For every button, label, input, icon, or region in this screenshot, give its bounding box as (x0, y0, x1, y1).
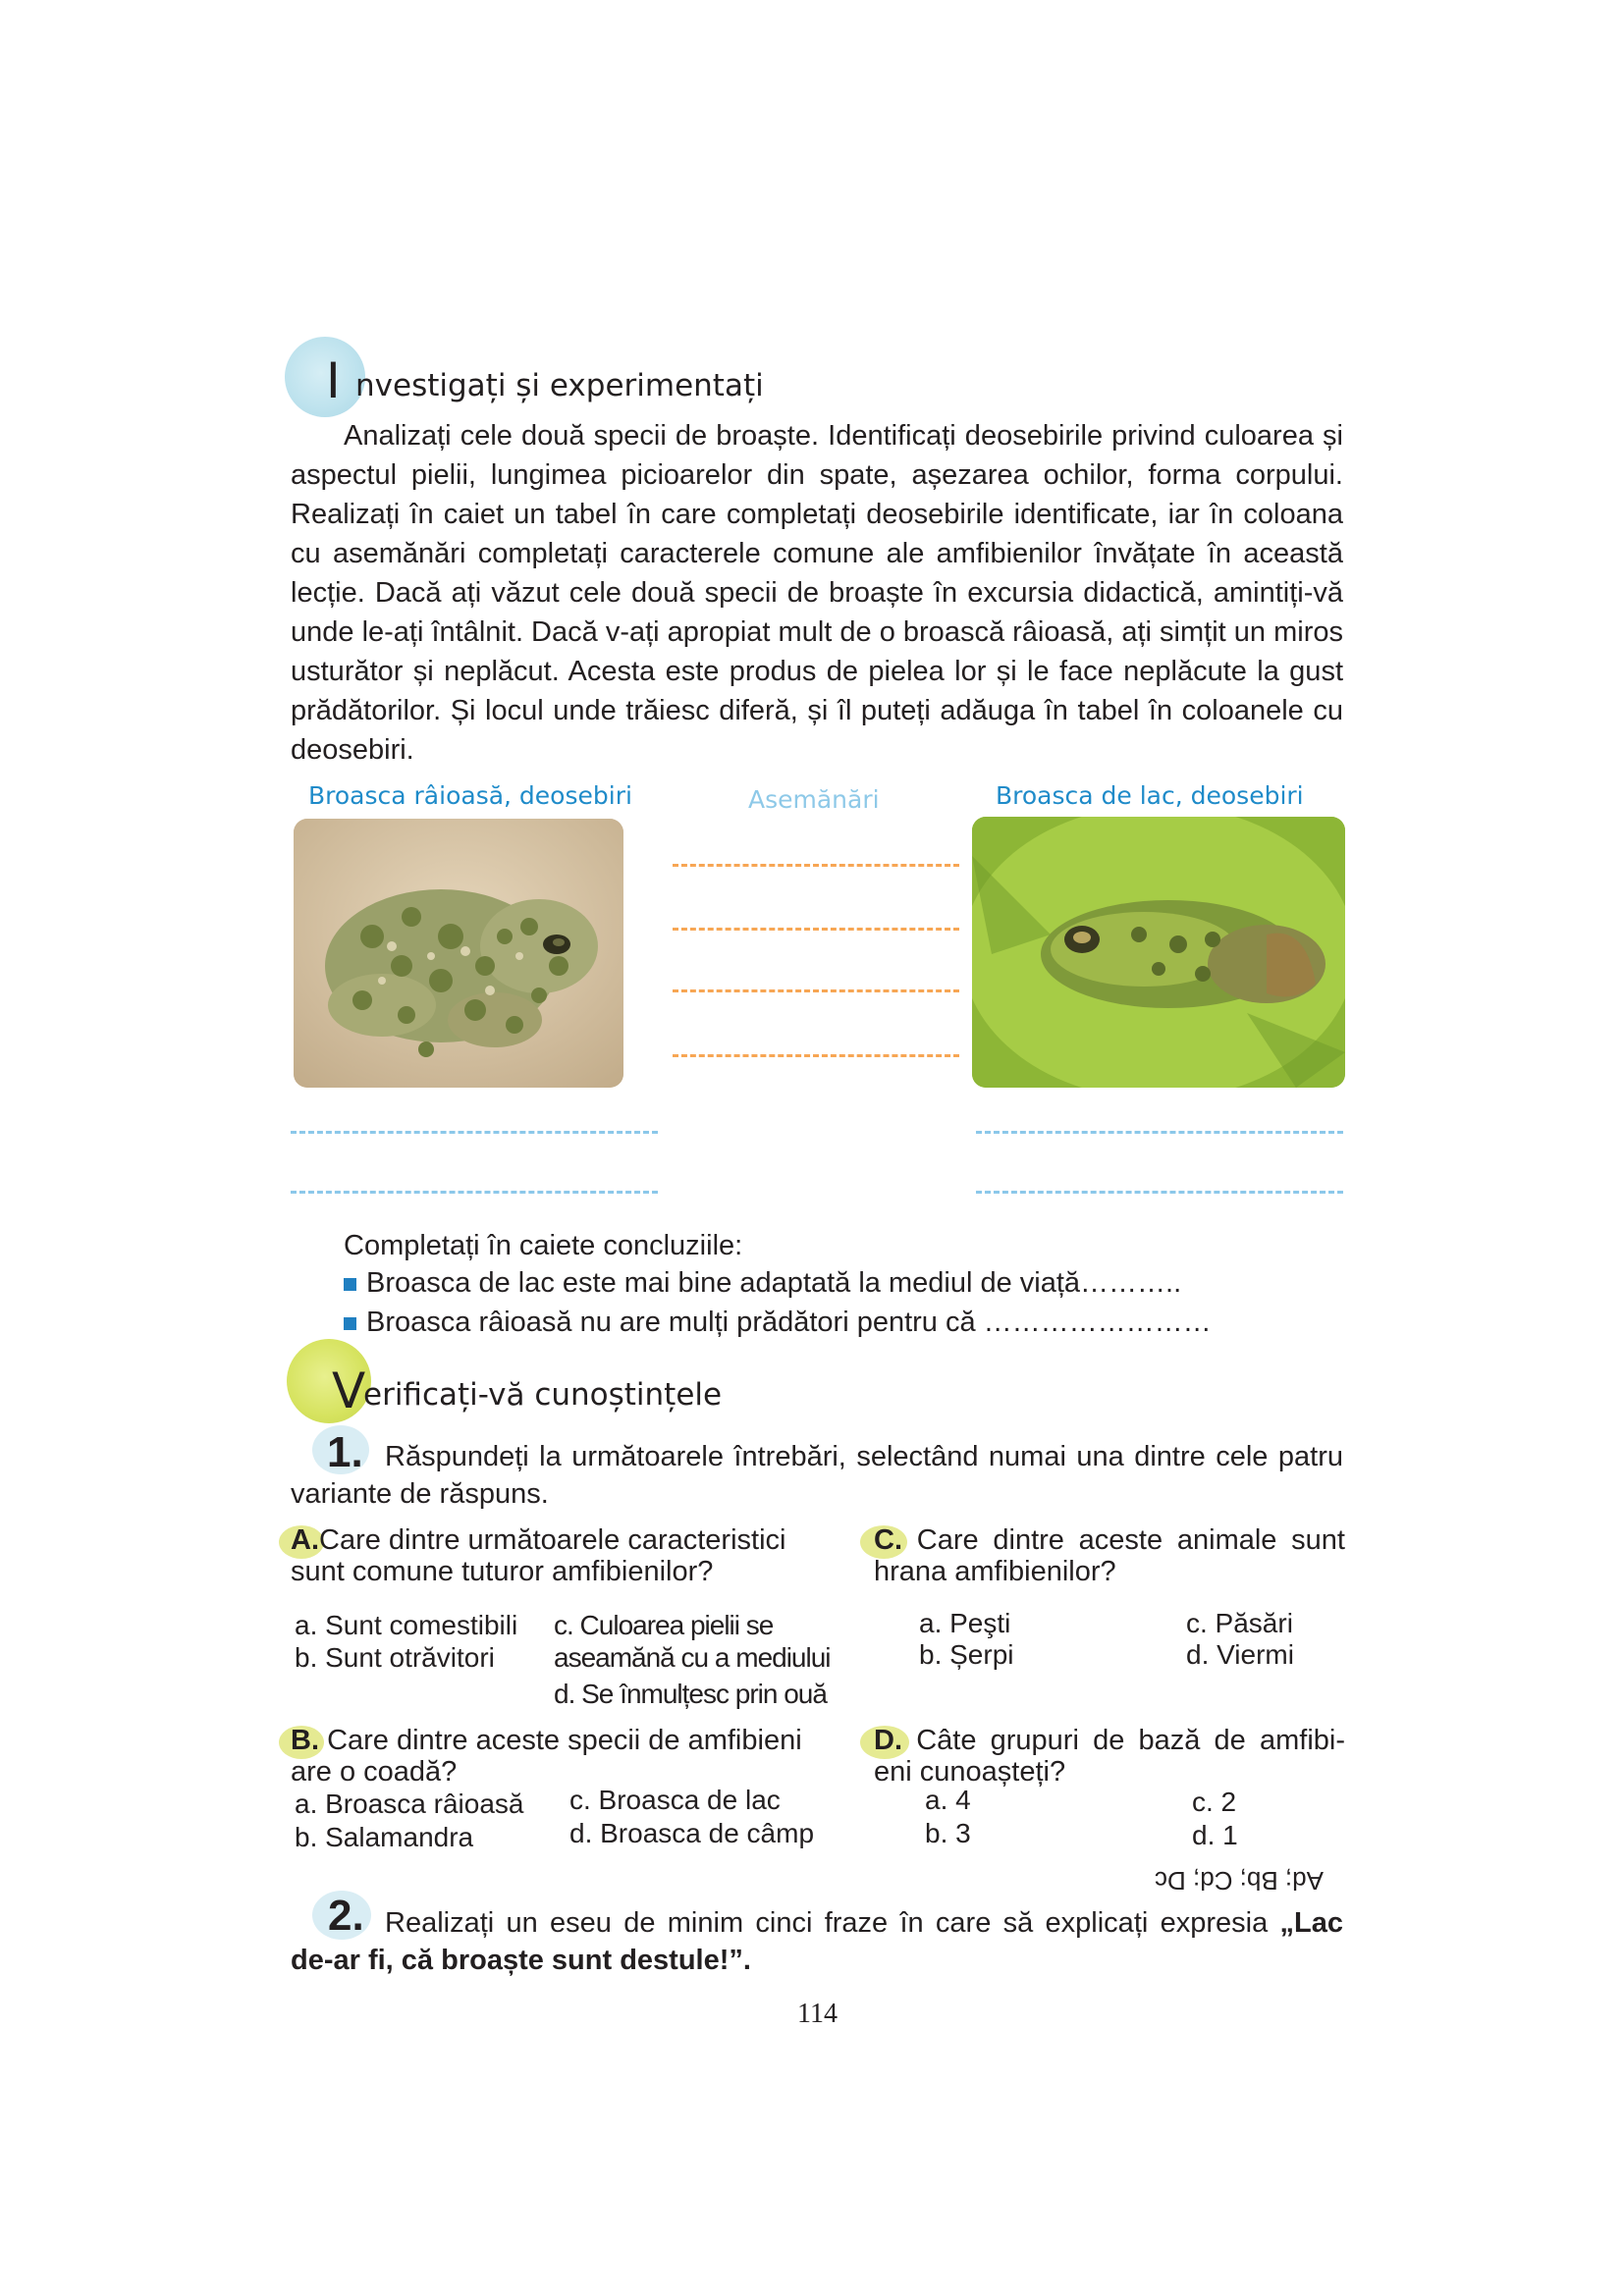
question-c-option-d[interactable]: d. Viermi (1186, 1639, 1294, 1670)
similarity-line-4 (673, 1054, 959, 1057)
question-b-option-b[interactable]: b. Salamandra (295, 1822, 474, 1852)
question-a-option-d[interactable]: d. Se înmulțesc prin ouă (554, 1679, 827, 1709)
question-d-option-a[interactable]: a. 4 (925, 1785, 971, 1815)
similarity-line-1 (673, 864, 959, 867)
question-b-text: B. Care dintre aceste specii de amfibieni are o coadă? (291, 1725, 802, 1788)
question-c-option-a[interactable]: a. Peşti (919, 1608, 1011, 1638)
frog-photo (972, 817, 1345, 1088)
conclusion-item: Broasca de lac este mai bine adaptată la mediul de viață……….. (344, 1264, 1181, 1302)
question-a-option-b[interactable]: b. Sunt otrăvitori (295, 1642, 495, 1673)
section-letter-verify: V (332, 1362, 366, 1419)
bullet-square-icon (344, 1278, 356, 1291)
frog-difference-line-1 (976, 1131, 1343, 1134)
exercise-2-number: 2. (328, 1892, 364, 1940)
question-d-option-b[interactable]: b. 3 (925, 1818, 971, 1848)
toad-photo (294, 819, 623, 1088)
page-number: 114 (797, 1999, 838, 2029)
section-title-verify: erificați-vă cunoștințele (363, 1377, 723, 1413)
question-b-option-a[interactable]: a. Broasca râioasă (295, 1789, 524, 1819)
question-c-option-c[interactable]: c. Păsări (1186, 1608, 1293, 1638)
question-c-option-b[interactable]: b. Șerpi (919, 1639, 1014, 1670)
similarity-line-3 (673, 989, 959, 992)
conclusions-intro: Completați în caiete concluziile: (344, 1230, 743, 1261)
question-c-text: C. Care dintre aceste animale sunt hrana amfibienilor? (874, 1524, 1345, 1587)
exercise-1-number: 1. (327, 1428, 363, 1476)
question-b-option-d[interactable]: d. Broasca de câmp (569, 1818, 815, 1848)
question-a-option-c-line-1[interactable]: c. Culoarea pielii se (554, 1610, 774, 1640)
answer-key-upside-down: Ad; Bb; Cd; Dc (1155, 1866, 1324, 1896)
label-similarities: Asemănări (748, 785, 880, 814)
question-d-option-d[interactable]: d. 1 (1192, 1820, 1238, 1850)
section-badge-investigate (285, 337, 365, 417)
toad-difference-line-2 (291, 1191, 658, 1194)
frog-difference-line-2 (976, 1191, 1343, 1194)
bullet-square-icon (344, 1317, 356, 1330)
question-a-option-c-line-2[interactable]: aseamănă cu a mediului (554, 1642, 831, 1673)
section-letter-investigate: I (326, 352, 341, 409)
investigate-paragraph: Analizați cele două specii de broaște. Identificați deosebirile privind culoarea și aspectul pielii, lungimea picioarelor din spate, așezarea ochilor, forma corpului. Realizați în caiet un tabel în care completați deosebirile identificate, iar în coloana cu asemănări completați caracterele comune ale amfibienilor învățate în această lecție. Dacă ați văzut cele două specii de broaște în excursia didactică, amintiți-vă unde le-ați întâlnit. Dacă v-ați apropiat mult de o broască râioasă, ați simțit un miros usturător și neplăcut. Acesta este produs de pielea lor și le face neplăcute la gust prădătorilor. Și locul unde trăiesc diferă, și îl puteți adăuga în tabel în coloanele cu deosebiri. (291, 420, 1343, 766)
conclusion-item: Broasca râioasă nu are mulți prădători pentru că …………………… (344, 1304, 1212, 1341)
question-a-text: A.Care dintre următoarele caracteristici sunt comune tuturor amfibienilor? (291, 1524, 786, 1587)
toad-difference-line-1 (291, 1131, 658, 1134)
exercise-2-quote: „Lac de-ar fi, că broaște sunt destule!”. (291, 1907, 1343, 1976)
exercise-1-text: Răspundeți la următoarele întrebări, selectând numai una dintre cele patru variante de răspuns. (291, 1441, 1343, 1510)
label-toad-differences: Broasca râioasă, deosebiri (308, 781, 632, 810)
question-b-option-c[interactable]: c. Broasca de lac (569, 1785, 781, 1815)
exercise-2-text: Realizați un eseu de minim cinci fraze în care să explicați expresia „Lac de-ar fi, că broaște sunt destule!”. (291, 1907, 1343, 1976)
similarity-line-2 (673, 928, 959, 931)
section-title-investigate: nvestigați și experimentați (355, 368, 764, 403)
question-d-option-c[interactable]: c. 2 (1192, 1787, 1237, 1817)
label-frog-differences: Broasca de lac, deosebiri (996, 781, 1304, 810)
question-a-option-a[interactable]: a. Sunt comestibili (295, 1610, 518, 1640)
question-d-text: D. Câte grupuri de bază de amfibi-eni cunoașteți? (874, 1725, 1345, 1788)
